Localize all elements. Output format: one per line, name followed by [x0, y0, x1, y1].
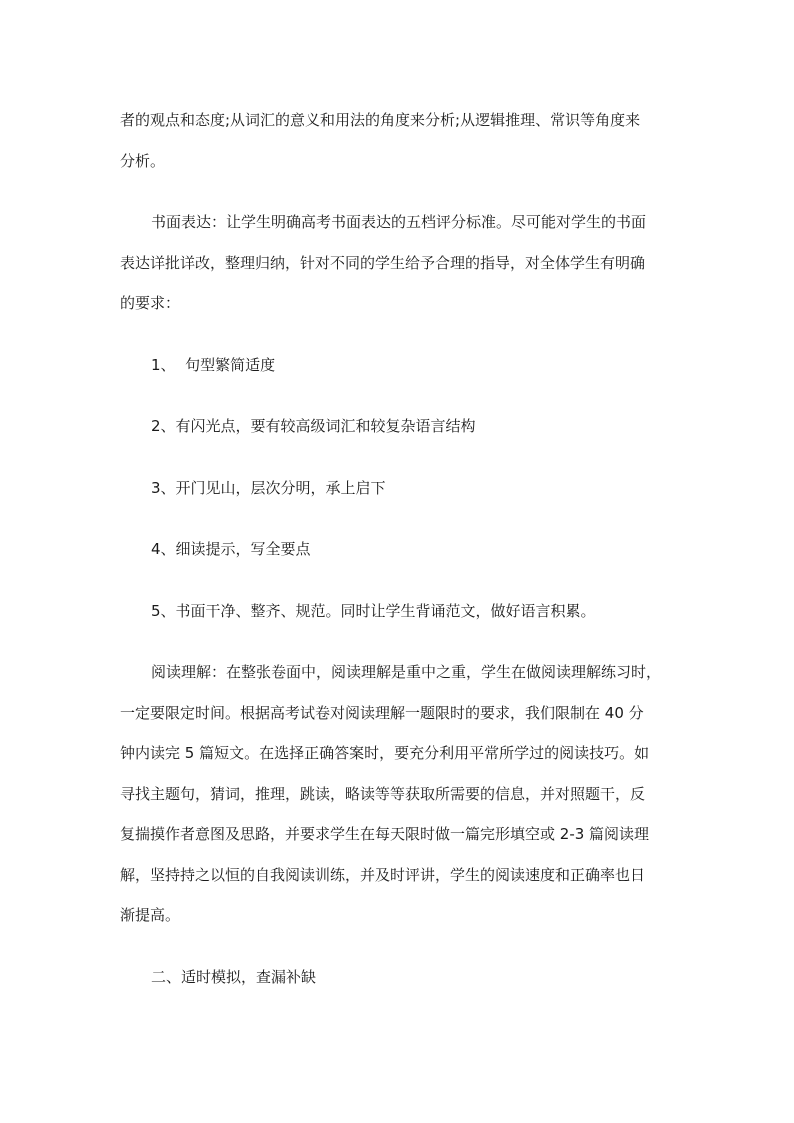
section-heading [120, 957, 690, 998]
list-item-4 [120, 529, 690, 570]
text-line: 4、细读提示，写全要点 [151, 540, 311, 558]
text-line: 阅读理解：在整张卷面中，阅读理解是重中之重，学生在做阅读理解练习时， [151, 663, 662, 681]
text-line: 分析。 [120, 151, 166, 170]
text-line: 表达详批详改，整理归纳，针对不同的学生给予合理的指导，对全体学生有明确 [120, 253, 646, 272]
text-line: 者的观点和态度;从词汇的意义和用法的角度来分析;从逻辑推理、常识等角度来 [120, 111, 641, 129]
paragraph-gap [120, 936, 690, 957]
paragraph-reading [120, 652, 690, 936]
text-line: 3、开门见山，层次分明，承上启下 [151, 478, 386, 497]
paragraph-writing [120, 202, 690, 324]
text-line: 一定要限定时间。根据高考试卷对阅读理解一题限时的要求，我们限制在 40 分 [120, 703, 644, 722]
document-body [120, 100, 690, 997]
list-item-5 [120, 591, 690, 632]
text-line: 的要求： [120, 294, 181, 312]
paragraph-gap [120, 181, 690, 202]
paragraph-gap [120, 570, 690, 591]
text-line: 1、 句型繁简适度 [151, 355, 276, 374]
paragraph-gap [120, 324, 690, 345]
text-line: 解，坚持持之以恒的自我阅读训练，并及时评讲，学生的阅读速度和正确率也日 [120, 865, 646, 884]
list-item-2 [120, 406, 690, 447]
text-line: 5、书面干净、整齐、规范。同时让学生背诵范文，做好语言积累。 [151, 601, 596, 620]
text-line: 2、有闪光点，要有较高级词汇和较复杂语言结构 [151, 417, 476, 435]
text-line: 二、适时模拟，查漏补缺 [151, 967, 317, 986]
paragraph-gap [120, 385, 690, 406]
paragraph-analysis-continuation [120, 100, 690, 181]
paragraph-gap [120, 447, 690, 468]
list-item-3 [120, 468, 690, 509]
text-line: 寻找主题句，猜词，推理，跳读，略读等等获取所需要的信息，并对照题干，反 [120, 784, 646, 803]
text-line: 钟内读完 5 篇短文。在选择正确答案时，要充分利用平常所学过的阅读技巧。如 [120, 744, 650, 762]
text-line: 复揣摸作者意图及思路，并要求学生在每天限时做一篇完形填空或 2-3 篇阅读理 [120, 825, 650, 843]
paragraph-gap [120, 508, 690, 529]
text-line: 书面表达：让学生明确高考书面表达的五档评分标准。尽可能对学生的书面 [151, 213, 647, 231]
paragraph-gap [120, 631, 690, 652]
list-item-1 [120, 345, 690, 386]
text-line: 渐提高。 [120, 906, 181, 924]
